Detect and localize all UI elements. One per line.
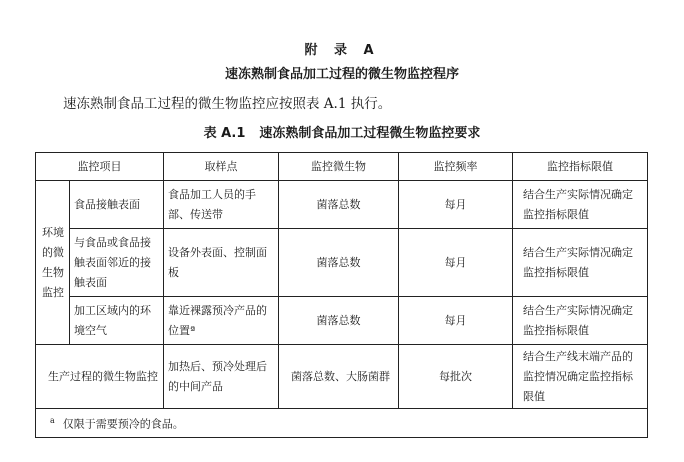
table-footnote-row [36, 409, 648, 438]
header-item: 监控项目 [36, 153, 164, 181]
table-footnote [36, 409, 648, 438]
appendix-subtitle: 速冻熟制食品加工过程的微生物监控程序 [224, 67, 459, 82]
table-row [36, 297, 648, 345]
table-caption [0, 122, 684, 141]
row-micro: 菌落总数 [279, 297, 399, 345]
header-limit: 监控指标限值 [513, 153, 648, 181]
row-sample: 靠近裸露预冷产品的位置ª [164, 297, 279, 345]
row-freq: 每月 [399, 297, 513, 345]
row-freq: 每月 [399, 181, 513, 229]
table-header-row [36, 153, 648, 181]
appendix-title: 附 录 A [304, 43, 380, 58]
process-freq: 每批次 [399, 345, 513, 409]
row-micro: 菌落总数 [279, 229, 399, 297]
process-limit: 结合生产线末端产品的监控情况确定监控指标限值 [513, 345, 648, 409]
row-limit: 结合生产实际情况确定监控指标限值 [513, 297, 648, 345]
monitoring-requirements-table [35, 152, 648, 438]
table-caption-title: 速冻熟制食品加工过程微生物监控要求 [259, 126, 481, 141]
row-sample: 食品加工人员的手部、传送带 [164, 181, 279, 229]
table-row-process [36, 345, 648, 409]
process-item: 生产过程的微生物监控 [36, 345, 164, 409]
row-item: 与食品或食品接触表面邻近的接触表面 [70, 229, 164, 297]
row-item: 加工区域内的环境空气 [70, 297, 164, 345]
header-sample-point: 取样点 [164, 153, 279, 181]
row-sample: 设备外表面、控制面板 [164, 229, 279, 297]
footnote-mark: a [50, 416, 55, 426]
row-limit: 结合生产实际情况确定监控指标限值 [513, 181, 648, 229]
env-group-label: 环境的微生物监控 [42, 225, 64, 299]
intro-paragraph: 速冻熟制食品工过程的微生物监控应按照表 A.1 执行。 [63, 96, 392, 112]
env-group-cell [36, 181, 70, 345]
row-item: 食品接触表面 [70, 181, 164, 229]
row-micro: 菌落总数 [279, 181, 399, 229]
process-micro: 菌落总数、大肠菌群 [279, 345, 399, 409]
table-caption-number: 表 A.1 [203, 126, 246, 141]
process-sample: 加热后、预冷处理后的中间产品 [164, 345, 279, 409]
row-limit: 结合生产实际情况确定监控指标限值 [513, 229, 648, 297]
table-row [36, 229, 648, 297]
row-freq: 每月 [399, 229, 513, 297]
footnote-text: 仅限于需要预冷的食品。 [62, 417, 184, 431]
table-row [36, 181, 648, 229]
header-frequency: 监控频率 [399, 153, 513, 181]
header-microorganism: 监控微生物 [279, 153, 399, 181]
